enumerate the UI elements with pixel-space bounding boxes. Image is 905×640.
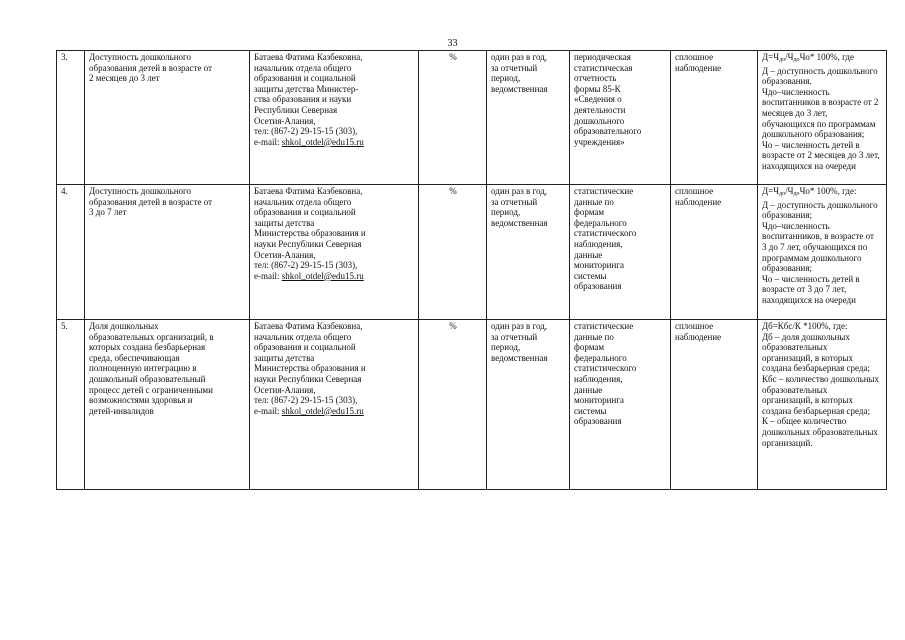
description-line: дошкольного образования; bbox=[762, 129, 865, 140]
unit: % bbox=[449, 186, 457, 196]
row-number-cell bbox=[57, 185, 85, 320]
description-line: К – общее количество bbox=[762, 416, 847, 427]
description-line: образования; bbox=[762, 263, 812, 274]
formula-part: до bbox=[793, 57, 800, 63]
source-line: формам bbox=[574, 207, 605, 218]
responsible-line: образования и социальной bbox=[254, 207, 356, 218]
source-line: данные bbox=[574, 384, 603, 395]
responsible-line: науки Республики Северная bbox=[254, 373, 362, 384]
description-line: Д – доступность дошкольного bbox=[762, 199, 878, 210]
source-line: федерального bbox=[574, 352, 627, 363]
responsible-line: Батаева Фатима Казбековна, bbox=[254, 52, 363, 62]
indicator-line: полноценную интеграцию в bbox=[89, 363, 197, 374]
description-line: 3 до 7 лет, обучающихся по bbox=[762, 241, 868, 252]
formula-part: до bbox=[779, 191, 786, 197]
source-cell bbox=[570, 51, 671, 185]
description-line: программам дошкольного bbox=[762, 252, 862, 263]
email-line bbox=[254, 137, 364, 147]
description-line: организаций, в которых bbox=[762, 352, 853, 363]
source-line: федерального bbox=[574, 217, 627, 228]
indicator-line: образования детей в возрасте от bbox=[89, 196, 213, 207]
method-line: сплошное bbox=[675, 186, 714, 196]
responsible-line: начальник отдела общего bbox=[254, 331, 352, 342]
periodicity-line: период, bbox=[491, 73, 521, 84]
source-line: системы bbox=[574, 405, 607, 416]
description-line: обучающихся по программам bbox=[762, 118, 876, 129]
email-link[interactable]: shkol_otdel@edu15.ru bbox=[281, 136, 364, 147]
description-line: Кбс – количество дошкольных bbox=[762, 373, 880, 384]
description-line: образовательных bbox=[762, 384, 828, 395]
unit: % bbox=[449, 321, 457, 331]
periodicity-line: один раз в год, bbox=[491, 52, 548, 62]
source-line: статистические bbox=[574, 321, 634, 331]
indicator-line: образования детей в возрасте от bbox=[89, 62, 213, 73]
responsible-line: тел: (867-2) 29-15-15 (303), bbox=[254, 395, 358, 406]
indicator-line: детей-инвалидов bbox=[89, 405, 154, 416]
responsible-line: защиты детства bbox=[254, 217, 315, 228]
description-line: Чдо–численность bbox=[762, 86, 830, 97]
periodicity-line: за отчетный bbox=[491, 196, 538, 207]
indicator-line: возможностями здоровья и bbox=[89, 395, 193, 406]
row-number: 4. bbox=[61, 186, 68, 196]
description-line: воспитанников в возрасте от 2 bbox=[762, 97, 879, 108]
responsible-line: защиты детства Министер- bbox=[254, 83, 359, 94]
periodicity-cell bbox=[487, 51, 570, 185]
responsible-line: начальник отдела общего bbox=[254, 62, 352, 73]
email-prefix: e-mail: bbox=[254, 270, 282, 281]
description-line: Чо – численность детей в bbox=[762, 139, 860, 150]
source-line: «Сведения о bbox=[574, 94, 622, 105]
method-cell bbox=[671, 320, 758, 490]
periodicity-cell bbox=[487, 320, 570, 490]
unit-cell bbox=[419, 320, 487, 490]
description-line: создана безбарьерная среда; bbox=[762, 405, 870, 416]
method-line: наблюдение bbox=[675, 331, 722, 342]
responsible-line: Осетия-Алания, bbox=[254, 115, 316, 126]
source-line: данные по bbox=[574, 331, 614, 342]
responsible-line: Министерства образования и bbox=[254, 228, 366, 239]
description-line: дошкольных образовательных bbox=[762, 426, 878, 437]
responsible-line: Министерства образования и bbox=[254, 363, 366, 374]
description-line: воспитанников, в возрасте от bbox=[762, 231, 874, 242]
source-line: дошкольного bbox=[574, 115, 625, 126]
responsible-line: образования и социальной bbox=[254, 342, 356, 353]
formula-part: /Ч bbox=[785, 52, 794, 62]
periodicity-line: ведомственная bbox=[491, 217, 548, 228]
unit-cell bbox=[419, 51, 487, 185]
formula bbox=[762, 186, 883, 200]
description-line: возрасте от 3 до 7 лет, bbox=[762, 284, 847, 295]
source-line: деятельности bbox=[574, 104, 626, 115]
source-line: образовательного bbox=[574, 126, 642, 137]
formula-part: Чо* 100%, где bbox=[799, 52, 854, 62]
email-line bbox=[254, 406, 364, 416]
responsible-line: Республики Северная bbox=[254, 104, 338, 115]
method-cell bbox=[671, 51, 758, 185]
periodicity-line: ведомственная bbox=[491, 83, 548, 94]
method-line: наблюдение bbox=[675, 196, 722, 207]
responsible-line: науки Республики Северная bbox=[254, 238, 362, 249]
description-line: организаций, в которых bbox=[762, 395, 853, 406]
description-line: Д – доступность дошкольного bbox=[762, 65, 878, 76]
row-number-cell bbox=[57, 320, 85, 490]
source-line: статистического bbox=[574, 228, 637, 239]
responsible-line: Осетия-Алания, bbox=[254, 384, 316, 395]
unit: % bbox=[449, 52, 457, 62]
source-line: учреждения» bbox=[574, 136, 625, 147]
indicator-line: 3 до 7 лет bbox=[89, 207, 127, 218]
formula-cell bbox=[758, 185, 887, 320]
description-line: образовательных bbox=[762, 342, 828, 353]
periodicity-line: за отчетный bbox=[491, 62, 538, 73]
row-number-cell bbox=[57, 51, 85, 185]
source-line: формы 85-К bbox=[574, 83, 621, 94]
description-line: Дб – доля дошкольных bbox=[762, 331, 850, 342]
periodicity-line: ведомственная bbox=[491, 352, 548, 363]
formula-part: Чо* 100%, где: bbox=[799, 186, 857, 196]
periodicity-cell bbox=[487, 185, 570, 320]
periodicity-line: период, bbox=[491, 342, 521, 353]
responsible-cell bbox=[250, 51, 419, 185]
email-link[interactable]: shkol_otdel@edu15.ru bbox=[281, 405, 364, 416]
description-line: образования. bbox=[762, 76, 812, 87]
indicator-cell bbox=[85, 185, 250, 320]
source-line: статистическая bbox=[574, 62, 633, 73]
source-line: образования bbox=[574, 281, 622, 292]
source-line: наблюдения, bbox=[574, 238, 623, 249]
formula-part: /Ч bbox=[785, 186, 794, 196]
indicator-line: образовательных организаций, в bbox=[89, 331, 214, 342]
formula bbox=[762, 321, 883, 332]
indicator-line: процесс детей с ограниченными bbox=[89, 384, 213, 395]
email-prefix: e-mail: bbox=[254, 136, 282, 147]
description-line: месяцев до 3 лет, bbox=[762, 107, 828, 118]
source-line: статистического bbox=[574, 363, 637, 374]
source-line: мониторинга bbox=[574, 260, 624, 271]
unit-cell bbox=[419, 185, 487, 320]
responsible-line: Батаева Фатима Казбековна, bbox=[254, 186, 363, 196]
indicator-line: среда, обеспечивающая bbox=[89, 352, 180, 363]
row-number: 5. bbox=[61, 321, 68, 331]
responsible-cell bbox=[250, 320, 419, 490]
table-row bbox=[57, 320, 887, 490]
source-line: системы bbox=[574, 270, 607, 281]
table-row bbox=[57, 51, 887, 185]
description-line: находящихся на очереди bbox=[762, 294, 856, 305]
source-line: статистические bbox=[574, 186, 634, 196]
description-line: находящихся на очереди bbox=[762, 160, 856, 171]
formula-cell bbox=[758, 51, 887, 185]
formula-part: Д=Ч bbox=[762, 186, 780, 196]
source-line: мониторинга bbox=[574, 395, 624, 406]
responsible-line: Осетия-Алания, bbox=[254, 249, 316, 260]
formula-part: Д=Ч bbox=[762, 52, 780, 62]
formula-part: Дб=Кбс/К *100%, где: bbox=[762, 321, 848, 331]
row-number: 3. bbox=[61, 52, 68, 62]
email-link[interactable]: shkol_otdel@edu15.ru bbox=[281, 270, 364, 281]
formula-part: до bbox=[793, 191, 800, 197]
indicator-line: которых создана безбарьерная bbox=[89, 342, 206, 353]
indicator-line: Доступность дошкольного bbox=[89, 52, 191, 62]
method-cell bbox=[671, 185, 758, 320]
method-line: наблюдение bbox=[675, 62, 722, 73]
table-row bbox=[57, 185, 887, 320]
page-number: 33 bbox=[447, 38, 458, 49]
responsible-line: Батаева Фатима Казбековна, bbox=[254, 321, 363, 331]
source-line: данные по bbox=[574, 196, 614, 207]
indicator-cell bbox=[85, 51, 250, 185]
source-line: периодическая bbox=[574, 52, 631, 62]
responsible-line: ства образования и науки bbox=[254, 94, 352, 105]
periodicity-line: за отчетный bbox=[491, 331, 538, 342]
responsible-line: тел: (867-2) 29-15-15 (303), bbox=[254, 260, 358, 271]
source-cell bbox=[570, 320, 671, 490]
description-line: организаций. bbox=[762, 437, 813, 448]
responsible-line: защиты детства bbox=[254, 352, 315, 363]
description-line: Чдо–численность bbox=[762, 220, 830, 231]
indicator-line: дошкольный образовательный bbox=[89, 373, 206, 384]
description-line: Чо – численность детей в bbox=[762, 273, 860, 284]
periodicity-line: период, bbox=[491, 207, 521, 218]
source-line: наблюдения, bbox=[574, 373, 623, 384]
responsible-cell bbox=[250, 185, 419, 320]
email-line bbox=[254, 271, 364, 281]
responsible-line: тел: (867-2) 29-15-15 (303), bbox=[254, 126, 358, 137]
indicator-line: 2 месяцев до 3 лет bbox=[89, 73, 160, 84]
email-prefix: e-mail: bbox=[254, 405, 282, 416]
formula bbox=[762, 52, 883, 66]
indicator-line: Доля дошкольных bbox=[89, 321, 159, 331]
method-line: сплошное bbox=[675, 321, 714, 331]
periodicity-line: один раз в год, bbox=[491, 321, 548, 331]
responsible-line: образования и социальной bbox=[254, 73, 356, 84]
description-line: создана безбарьерная среда; bbox=[762, 363, 870, 374]
source-cell bbox=[570, 185, 671, 320]
indicators-table bbox=[56, 50, 887, 490]
description-line: возрасте от 2 месяцев до 3 лет, bbox=[762, 150, 880, 161]
source-line: отчетность bbox=[574, 73, 617, 84]
periodicity-line: один раз в год, bbox=[491, 186, 548, 196]
description-line: образования; bbox=[762, 210, 812, 221]
formula-part: до bbox=[779, 57, 786, 63]
indicator-cell bbox=[85, 320, 250, 490]
source-line: образования bbox=[574, 416, 622, 427]
source-line: данные bbox=[574, 249, 603, 260]
formula-cell bbox=[758, 320, 887, 490]
source-line: формам bbox=[574, 342, 605, 353]
responsible-line: начальник отдела общего bbox=[254, 196, 352, 207]
indicator-line: Доступность дошкольного bbox=[89, 186, 191, 196]
method-line: сплошное bbox=[675, 52, 714, 62]
